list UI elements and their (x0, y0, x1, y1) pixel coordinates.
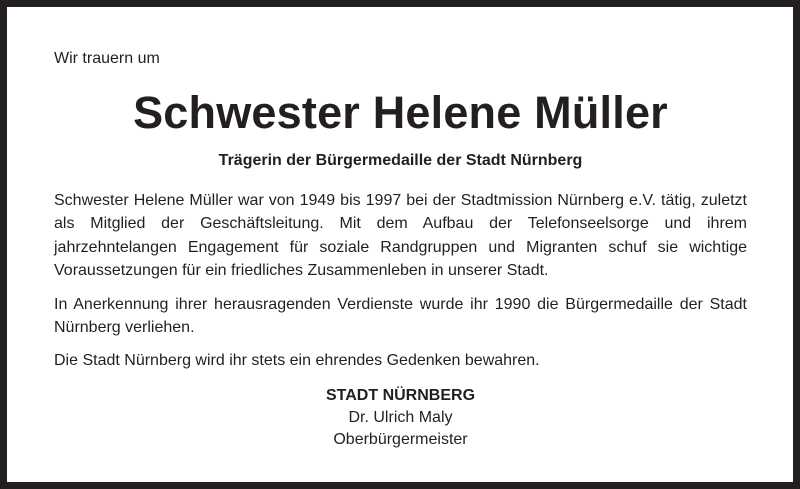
body-paragraph-biography: Schwester Helene Müller war von 1949 bis 1997 bei der Stadtmission Nürnberg e.V. tätig, zuletzt als Mitglied der Geschäftsleitung. Mit dem Aufbau der Telefonseelsorge und ihrem jahrzehntelangen Engagement für soziale Randgruppen und Migranten schuf sie wichtige Voraussetzungen für ein friedliches Zusammenleben in unserer Stadt. (54, 192, 747, 280)
body-paragraph-remembrance: Die Stadt Nürnberg wird ihr stets ein ehrendes Gedenken bewahren. (54, 352, 540, 370)
intro-text: Wir trauern um (54, 50, 160, 67)
signature-organization: STADT NÜRNBERG (325, 387, 476, 404)
honor-subtitle: Trägerin der Bürgermedaille der Stadt Nürnberg (218, 152, 583, 169)
signature-block (54, 385, 747, 451)
deceased-name: Schwester Helene Müller (133, 87, 668, 138)
signature-role: Oberbürgermeister (333, 431, 468, 448)
body-paragraph-honor: In Anerkennung ihrer herausragenden Verdienste wurde ihr 1990 die Bürgermedaille der Stadt Nürnberg verliehen. (54, 295, 747, 337)
signature-signer: Dr. Ulrich Maly (348, 409, 453, 426)
obituary-body (54, 189, 747, 383)
